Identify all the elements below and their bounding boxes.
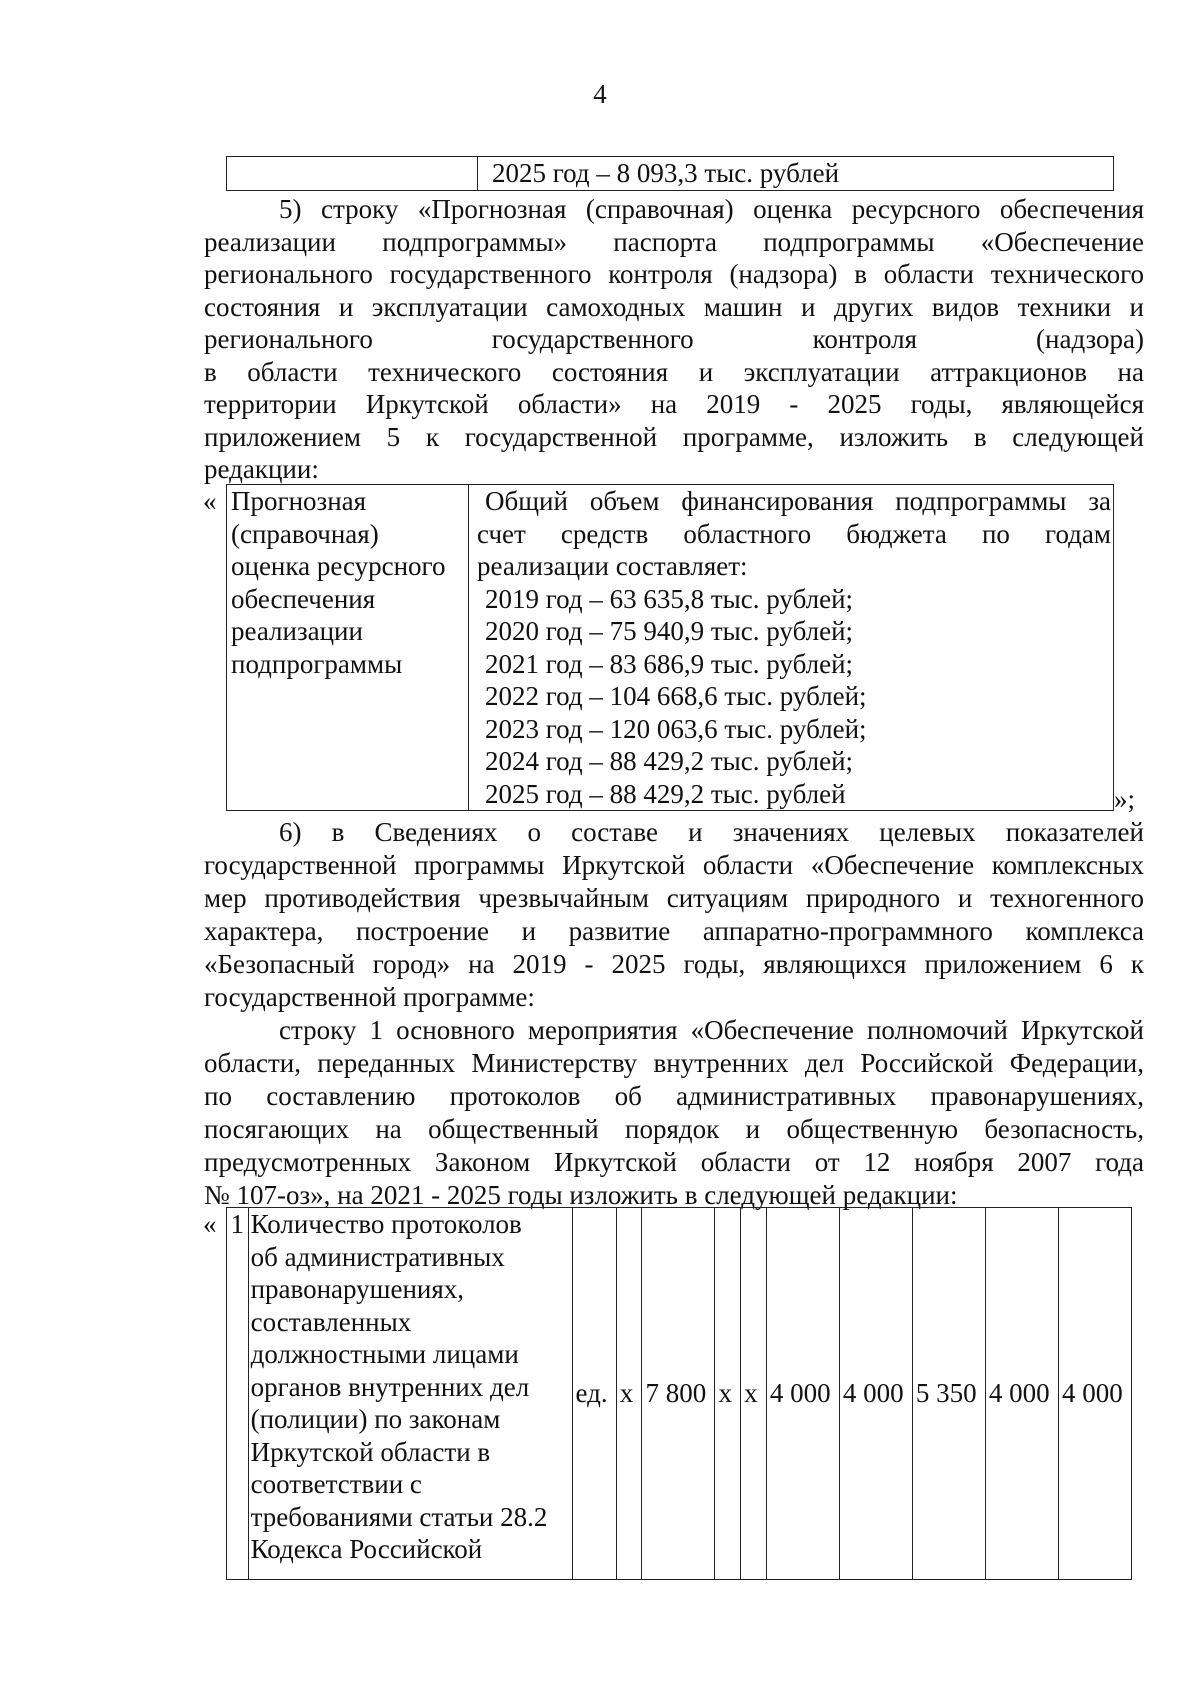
unit-cell: ед. — [572, 1208, 616, 1580]
para7-line: строку 1 основного мероприятия «Обеспечение полномочий Иркутской — [279, 1015, 1144, 1045]
resource-table — [226, 484, 1114, 811]
name-line: Кодекса Российской — [250, 1534, 483, 1564]
lead-line: Общий объем финансирования подпрограммы за — [485, 486, 1111, 516]
label-line: реализации — [231, 616, 363, 646]
year-line: 2019 год – 63 635,8 тыс. рублей; — [485, 583, 854, 614]
name-line: (полиции) по законам — [250, 1404, 501, 1434]
resource-label-cell — [227, 485, 469, 811]
para5-line: регионального государственного контроля (надзора) — [204, 324, 1144, 354]
value-cell: 7 800 — [642, 1208, 715, 1580]
para5-line: приложением 5 к государственной программе, изложить в следующей — [204, 421, 1144, 452]
label-line: (справочная) — [231, 518, 379, 549]
name-line: требованиями статьи 28.2 — [250, 1501, 548, 1532]
para5-line: реализации подпрограммы» паспорта подпрограммы «Обеспечение — [204, 226, 1144, 257]
para7-line: области, переданных Министерству внутренних дел Российской Федерации, — [204, 1048, 1144, 1078]
name-line: органов внутренних дел — [250, 1371, 530, 1402]
para7-line: № 107-оз», на 2021 - 2025 годы изложить в следующей редакции: — [204, 1180, 958, 1210]
para6-line: государственной программе: — [204, 982, 535, 1012]
year-line: 2023 год – 120 063,6 тыс. рублей; — [485, 713, 867, 744]
value-cell: 4 000 — [1058, 1208, 1131, 1580]
name-line: об административных — [250, 1241, 505, 1272]
value-cell: 4 000 — [839, 1208, 912, 1580]
year-line: 2025 год – 88 429,2 тыс. рублей — [485, 778, 846, 809]
value-cell: 4 000 — [985, 1208, 1058, 1580]
para5-line: 5) строку «Прогнозная (справочная) оценка ресурсного обеспечения — [279, 194, 1144, 224]
value-cell: x — [715, 1208, 741, 1580]
name-line: составленных — [250, 1306, 412, 1337]
indicator-table — [226, 1207, 1132, 1580]
year-line: 2021 год – 83 686,9 тыс. рублей; — [485, 648, 854, 679]
lead-line: реализации составляет: — [477, 551, 748, 581]
para5-line: территории Иркутской области» на 2019 - 2025 годы, являющейся — [204, 389, 1144, 419]
top-table — [226, 156, 1114, 191]
value-cell: x — [741, 1208, 767, 1580]
name-line: Количество протоколов — [250, 1209, 522, 1239]
top-table-right-cell: 2025 год – 8 093,3 тыс. рублей — [478, 157, 1114, 191]
value-cell: x — [616, 1208, 642, 1580]
para6-line: характера, построение и развитие аппаратно-программного комплекса — [204, 916, 1144, 946]
top-table-left-cell — [227, 157, 478, 191]
label-line: оценка ресурсного — [231, 551, 446, 581]
year-line: 2024 год – 88 429,2 тыс. рублей; — [485, 746, 854, 776]
resource-value-cell — [469, 485, 1114, 811]
name-line: должностными лицами — [250, 1339, 519, 1369]
value-cell: 4 000 — [766, 1208, 839, 1580]
para6-line: 6) в Сведениях о составе и значениях целевых показателей — [279, 817, 1144, 847]
para7-line: посягающих на общественный порядок и общественную безопасность, — [204, 1114, 1144, 1144]
name-line: Иркутской области в — [250, 1436, 491, 1467]
closing-quote: »; — [1114, 784, 1136, 814]
para5-line: в области технического состояния и эксплуатации аттракционов на — [204, 356, 1144, 387]
para5-line: редакции: — [204, 454, 319, 484]
page-number: 4 — [593, 79, 607, 109]
year-line: 2020 год – 75 940,9 тыс. рублей; — [485, 616, 854, 646]
opening-quote: « — [203, 486, 217, 516]
label-line: обеспечения — [231, 583, 376, 614]
para5-line: состояния и эксплуатации самоходных машин и других видов техники и — [204, 291, 1144, 322]
label-line: Прогнозная — [231, 486, 367, 516]
indicator-name-cell — [248, 1208, 572, 1580]
opening-quote: « — [203, 1209, 217, 1239]
value-cell: 5 350 — [912, 1208, 985, 1580]
para6-line: «Безопасный город» на 2019 - 2025 годы, являющихся приложением 6 к — [204, 949, 1144, 979]
label-line: подпрограммы — [231, 648, 403, 679]
para7-line: по составлению протоколов об административных правонарушениях, — [204, 1081, 1144, 1111]
para5-line: регионального государственного контроля (надзора) в области технического — [204, 259, 1144, 289]
para6-line: мер противодействия чрезвычайным ситуациям природного и техногенного — [204, 883, 1144, 913]
year-line: 2022 год – 104 668,6 тыс. рублей; — [485, 681, 867, 711]
para7-line: предусмотренных Законом Иркутской области от 12 ноября 2007 года — [204, 1147, 1144, 1177]
name-line: правонарушениях, — [250, 1274, 465, 1304]
row-number-cell: 1 — [227, 1208, 249, 1580]
lead-line: счет средств областного бюджета по годам — [477, 518, 1111, 549]
name-line: соответствии с — [250, 1469, 422, 1499]
para6-line: государственной программы Иркутской области «Обеспечение комплексных — [204, 850, 1144, 880]
